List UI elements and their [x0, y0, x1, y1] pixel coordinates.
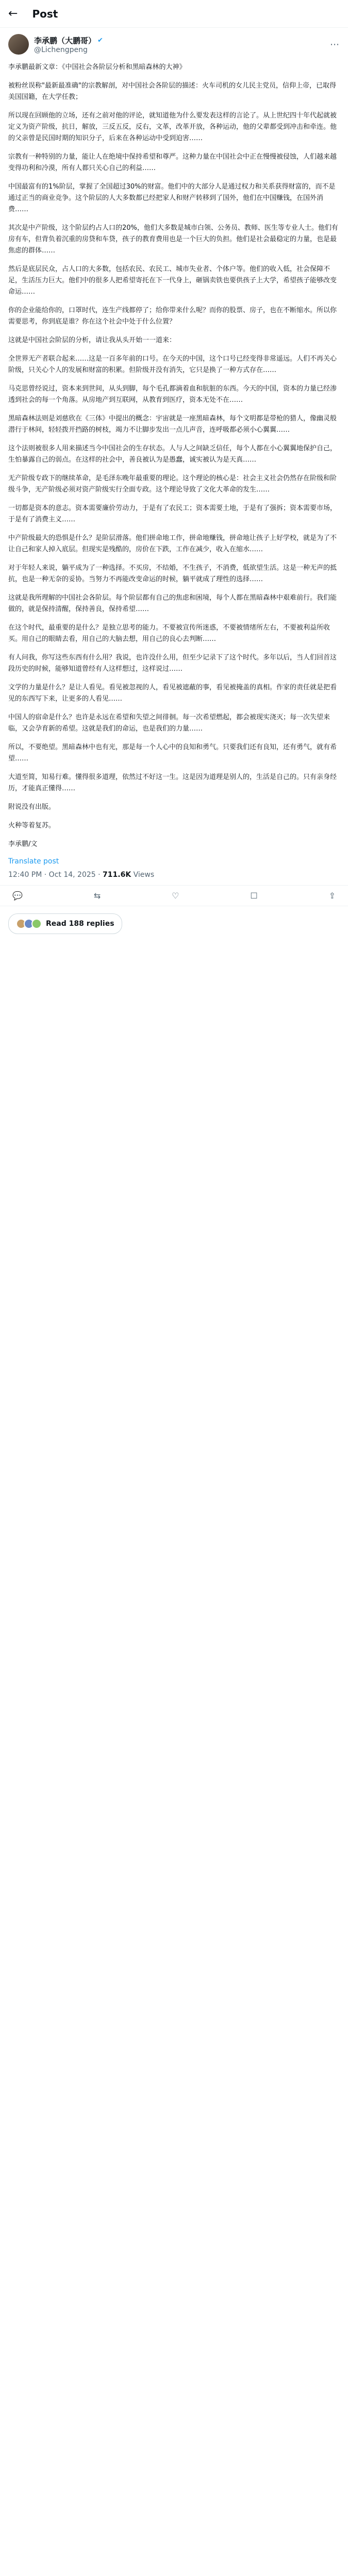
verified-badge-icon: ✔ [97, 36, 103, 44]
page-title: Post [32, 7, 58, 20]
arrow-left-icon[interactable]: ← [8, 7, 18, 20]
post-paragraph: 被粉丝误称"最新最准确"的宗教解剖，对中国社会各阶层的描述：火车司机的女儿民主党员，信仰上帝，已取得美国国籍，在大学任教； [8, 82, 336, 101]
post-paragraph: 然后是底层民众，占人口的大多数，包括农民、农民工、城市失业者、个体户等。他们的收入低，社会保障不足，生活压力巨大。他们中的很多人把希望寄托在下一代身上，砸锅卖铁也要供孩子上大学，希望孩子能够改变命运…… [8, 265, 337, 296]
post-paragraph: 对于年轻人来说，躺平成为了一种选择。不买房，不结婚，不生孩子，不消费，低欲望生活。这是一种无声的抵抗，也是一种无奈的妥协。当努力不再能改变命运的时候，躺平就成了理性的选择…… [8, 564, 337, 583]
views-label: Views [133, 871, 155, 879]
view-count: 711.6K [103, 871, 131, 879]
post-paragraph: 这就是中国社会阶层的分析，请让我从头开始一一道来： [8, 336, 176, 344]
post-paragraph: 你的企业能给你的，口罩时代，连生产线都停了；给你带来什么呢？而你的股票、房子，也在不断缩水。所以你需要思考，你到底是谁？你在这个社会中处于什么位置？ [8, 307, 337, 326]
post-paragraph: 火种等着复苏。 [8, 822, 56, 829]
post-paragraph: 一切都是资本的意志。资本需要廉价劳动力，于是有了农民工；资本需要土地，于是有了强拆；资本需要市场，于是有了消费主义…… [8, 504, 337, 523]
post-paragraph: 中国最富有的1%阶层，掌握了全国超过30%的财富。他们中的大部分人是通过权力和关系获得财富的，而不是通过正当的商业竞争。这个阶层的人大多数都已经把家人和财产转移到了国外，他们在中国赚钱，在国外消费…… [8, 183, 336, 213]
author-row [0, 28, 348, 57]
post-paragraph: 这就是我所理解的中国社会各阶层。每个阶层都有自己的焦虑和困境，每个人都在黑暗森林中艰难前行。我们能做的，就是保持清醒，保持善良，保持希望…… [8, 594, 337, 613]
reply-icon[interactable]: 💬 [12, 891, 23, 901]
post-paragraph: 大道至简，知易行难。懂得很多道理，依然过不好这一生。这是因为道理是别人的，生活是自己的。只有亲身经历，才能真正懂得…… [8, 773, 337, 792]
like-icon[interactable]: ♡ [172, 891, 179, 901]
post-paragraph: 有人问我，你写这些东西有什么用？我说，也许没什么用，但至少记录下了这个时代。多年以后，当人们回首这段历史的时候，能够知道曾经有人这样想过，这样说过…… [8, 654, 337, 673]
post-paragraph: 在这个时代，最重要的是什么？是独立思考的能力。不要被宣传所迷惑，不要被情绪所左右，不要被利益所收买。用自己的眼睛去看，用自己的大脑去想，用自己的良心去判断…… [8, 624, 330, 643]
share-icon[interactable]: ⇪ [328, 891, 336, 901]
translate-link[interactable]: Translate post [8, 857, 59, 866]
reply-avatars [16, 919, 42, 929]
post-paragraph: 中国人的宿命是什么？也许是永远在希望和失望之间徘徊。每一次希望燃起，都会被现实浇灭；每一次失望来临，又会孕育新的希望。这就是我们的命运，也是我们的力量…… [8, 714, 330, 733]
post-time[interactable]: 12:40 PM · Oct 14, 2025 [8, 871, 96, 879]
author-name-row[interactable] [34, 35, 330, 46]
action-bar [0, 886, 348, 906]
post-paragraph: 李承鹏最新文章：《中国社会各阶层分析和黑暗森林的大神》 [8, 63, 186, 71]
top-bar [0, 0, 348, 28]
more-horizontal-icon[interactable]: ⋯ [330, 39, 340, 50]
post-meta [8, 871, 340, 879]
post-paragraph: 无产阶级专政下的继续革命，是毛泽东晚年最重要的理论。这个理论的核心是：社会主义社会仍然存在阶级和阶级斗争，无产阶级必须对资产阶级实行全面专政。这个理论导致了文化大革命的发生…… [8, 474, 337, 494]
post-paragraph: 其次是中产阶级，这个阶层约占人口的20%，他们大多数是城市白领、公务员、教师、医生等专业人士。他们有房有车，但背负着沉重的房贷和车贷，孩子的教育费用也是一个巨大的负担。他们是社会最稳定的力量，也是最焦虑的群体…… [8, 224, 338, 255]
author-info [34, 35, 330, 54]
read-replies-label: Read 188 replies [46, 920, 114, 928]
post-body [0, 57, 348, 879]
post-paragraph: 全世界无产者联合起来……这是一百多年前的口号。在今天的中国，这个口号已经变得非常遥远。人们不再关心阶级，只关心个人的发展和财富的积累。但阶级并没有消失，它只是换了一种方式存在…… [8, 355, 337, 374]
post-paragraph: 中产阶级最大的恐惧是什么？是阶层滑落。他们拼命地工作，拼命地赚钱，拼命地让孩子上好学校，就是为了不让自己和家人掉入底层。但现实是残酷的，房价在下跌，工作在减少，收入在缩水…… [8, 534, 337, 553]
post-paragraph: 黑暗森林法则是刘慈欣在《三体》中提出的概念：宇宙就是一座黑暗森林，每个文明都是带枪的猎人，像幽灵般潜行于林间，轻轻拨开挡路的树枝，竭力不让脚步发出一点儿声音，连呼吸都必须小心翼翼…… [8, 415, 337, 434]
post-paragraph: 马克思曾经说过，资本来到世间，从头到脚，每个毛孔都滴着血和肮脏的东西。今天的中国，资本的力量已经渗透到社会的每一个角落。从房地产到互联网，从教育到医疗，资本无处不在…… [8, 385, 337, 404]
post-paragraph: 宗教有一种特别的力量，能让人在绝境中保持希望和尊严。这种力量在中国社会中正在慢慢被侵蚀，人们越来越变得功利和冷漠，所有人都只关心自己的利益…… [8, 153, 337, 172]
author-handle[interactable]: @Lichengpeng [34, 45, 88, 54]
post-paragraph: 文学的力量是什么？是让人看见。看见被忽视的人，看见被遮蔽的事，看见被掩盖的真相。作家的责任就是把看见的东西写下来，让更多的人看见…… [8, 684, 337, 703]
post-signature: 李承鹏/文 [8, 840, 38, 848]
post-text [8, 62, 340, 832]
read-replies-button[interactable] [8, 913, 122, 934]
post-paragraph: 附说没有出版。 [8, 803, 56, 811]
meta-dot: · [98, 871, 103, 879]
repost-icon[interactable]: ⇆ [93, 891, 101, 901]
bookmark-icon[interactable]: ☐ [250, 891, 258, 901]
author-name[interactable]: 李承鹏（大鹏哥） [34, 36, 96, 45]
post-paragraph: 所以现在回顾他的立场，还有之前对他的评论，就知道他为什么要发表这样的言论了。从上世纪四十年代起就被定义为资产阶级，抗日，解放，三反五反，反右，文革，改革开放，各种运动，他的父辈都受到冲击和牵连。他的父亲曾是民国时期的知识分子，后来在各种运动中受到迫害…… [8, 112, 337, 142]
post-paragraph: 所以，不要绝望。黑暗森林中也有光，那是每一个人心中的良知和勇气。只要我们还有良知，还有勇气，就有希望…… [8, 743, 337, 762]
avatar[interactable] [8, 34, 29, 55]
post-paragraph: 这个法则被很多人用来描述当今中国社会的生存状态。人与人之间缺乏信任，每个人都在小心翼翼地保护自己，生怕暴露自己的弱点。在这样的社会中，善良被认为是愚蠢，诚实被认为是天真…… [8, 445, 337, 464]
